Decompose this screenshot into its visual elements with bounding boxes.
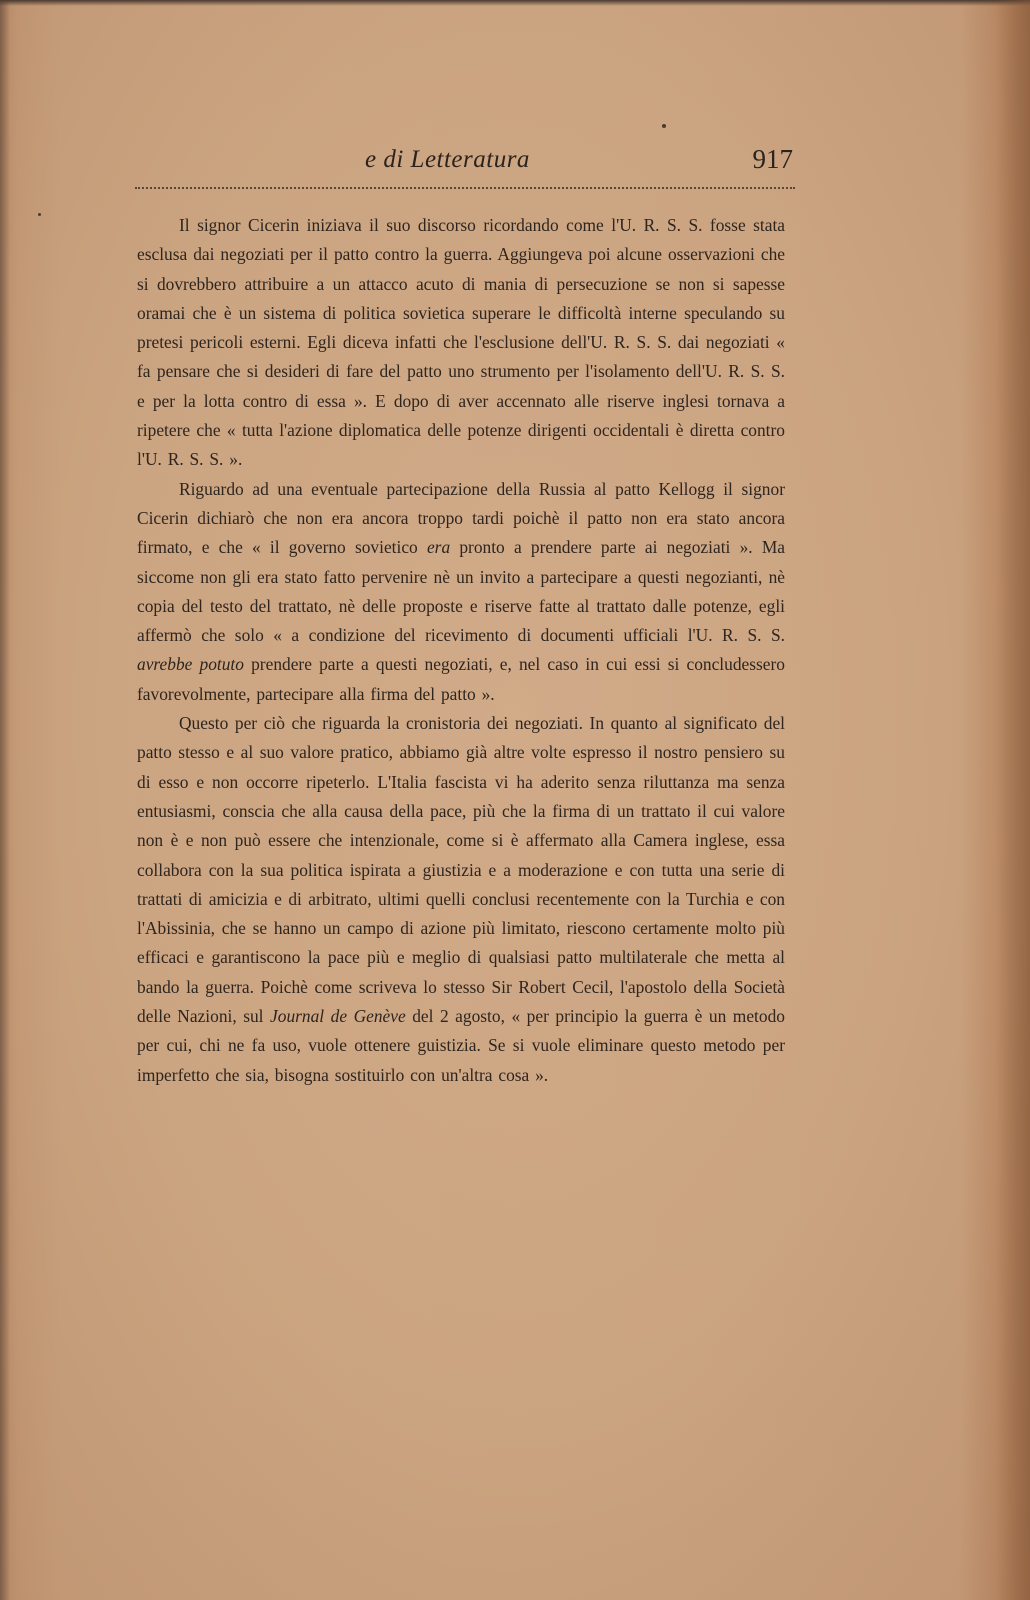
paragraph-3-text-a: Questo per ciò che riguarda la cronistoria dei negoziati. In quanto al significato del patto stesso e al suo valore pratico, abbiamo già altre volte espresso il nostro pensiero su di esso e non occorre ripeterlo. L'Italia fascista vi ha aderito senza riluttanza ma senza entusiasmi, conscia che alla causa della pace, più che la firma di un trattato il cui valore non è e non può essere che intenzionale, come si è affermato alla Camera inglese, essa collabora con la sua politica ispirata a giustizia e a moderazione e con tutta una serie di trattati di amicizia e di arbitrato, ultimi quelli conclusi recentemente con la Turchia e con l'Abissinia, che se hanno un campo di azione più limitato, riescono certamente molto più efficaci e garantiscono la pace più e meglio di qualsiasi patto multilaterale che metta al bando la guerra. Poichè come scriveva lo stesso Sir Robert Cecil, l'apostolo della Società delle Nazioni, sul — [137, 713, 785, 1027]
running-title: e di Letteratura — [365, 146, 530, 173]
paragraph-2-text-a: Riguardo ad una eventuale partecipazione della Russia al patto Kellogg il signor Cicerin dichiarò che non era ancora troppo tardi poichè il patto non era stato ancora firmato, e che « il governo sovietico — [137, 478, 785, 558]
header-dotted-rule — [135, 187, 795, 189]
page-top-edge-shadow — [0, 0, 1030, 6]
paragraph-3-italic-1: Journal de Genève — [270, 1006, 406, 1027]
paragraph-1-text: Il signor Cicerin iniziava il suo discorso ricordando come l'U. R. S. S. fosse stata esclusa dai negoziati per il patto contro la guerra. Aggiungeva poi alcune osservazioni che si dovrebbero attribuire a un attacco acuto di mania di persecuzione se non si sapesse oramai che è un sistema di politica sovietica superare le difficoltà interne speculando su pretesi pericoli esterni. Egli diceva infatti che l'esclusione dell'U. R. S. S. dai negoziati « fa pensare che si desideri di fare del patto uno strumento per l'isolamento dell'U. R. S. S. e per la lotta contro di essa ». E dopo di aver accennato alle riserve inglesi tornava a ripetere che « tutta l'azione diplomatica delle potenze dirigenti occidentali è diretta contro l'U. R. S. S. ». — [137, 215, 785, 470]
ink-speck — [38, 213, 41, 216]
running-header — [135, 142, 793, 182]
page-right-edge-shadow — [996, 0, 1030, 1600]
paragraph-1 — [137, 211, 785, 475]
paragraph-2 — [137, 475, 785, 709]
paragraph-2-italic-1: era — [426, 537, 451, 558]
paragraph-2-italic-2: avrebbe potuto — [137, 654, 244, 675]
paragraph-3-text-b: del 2 agosto, « per principio la guerra è un metodo per cui, chi ne fa uso, vuole ottenere guistizia. Se si vuole eliminare questo metodo per imperfetto che sia, bisogna sostituirlo con un'altra cosa ». — [137, 1006, 785, 1085]
paragraph-3 — [137, 709, 785, 1090]
article-body — [137, 211, 785, 1090]
paragraph-2-text-b: pronto a prendere parte ai negoziati ». Ma siccome non gli era stato fatto pervenire nè un invito a partecipare a questi negozianti, nè copia del testo del trattato, nè delle proposte e riserve fatte al trattato dalle potenze, egli affermò che solo « a condizione del ricevimento di documenti ufficiali l'U. R. S. S. — [137, 537, 785, 646]
ink-speck — [662, 124, 666, 128]
paragraph-2-text-c: prendere parte a questi negoziati, e, nel caso in cui essi si concludessero favorevolmente, partecipare alla firma del patto ». — [137, 654, 785, 704]
page-number: 917 — [752, 144, 793, 174]
page-left-edge-shadow — [0, 0, 10, 1600]
